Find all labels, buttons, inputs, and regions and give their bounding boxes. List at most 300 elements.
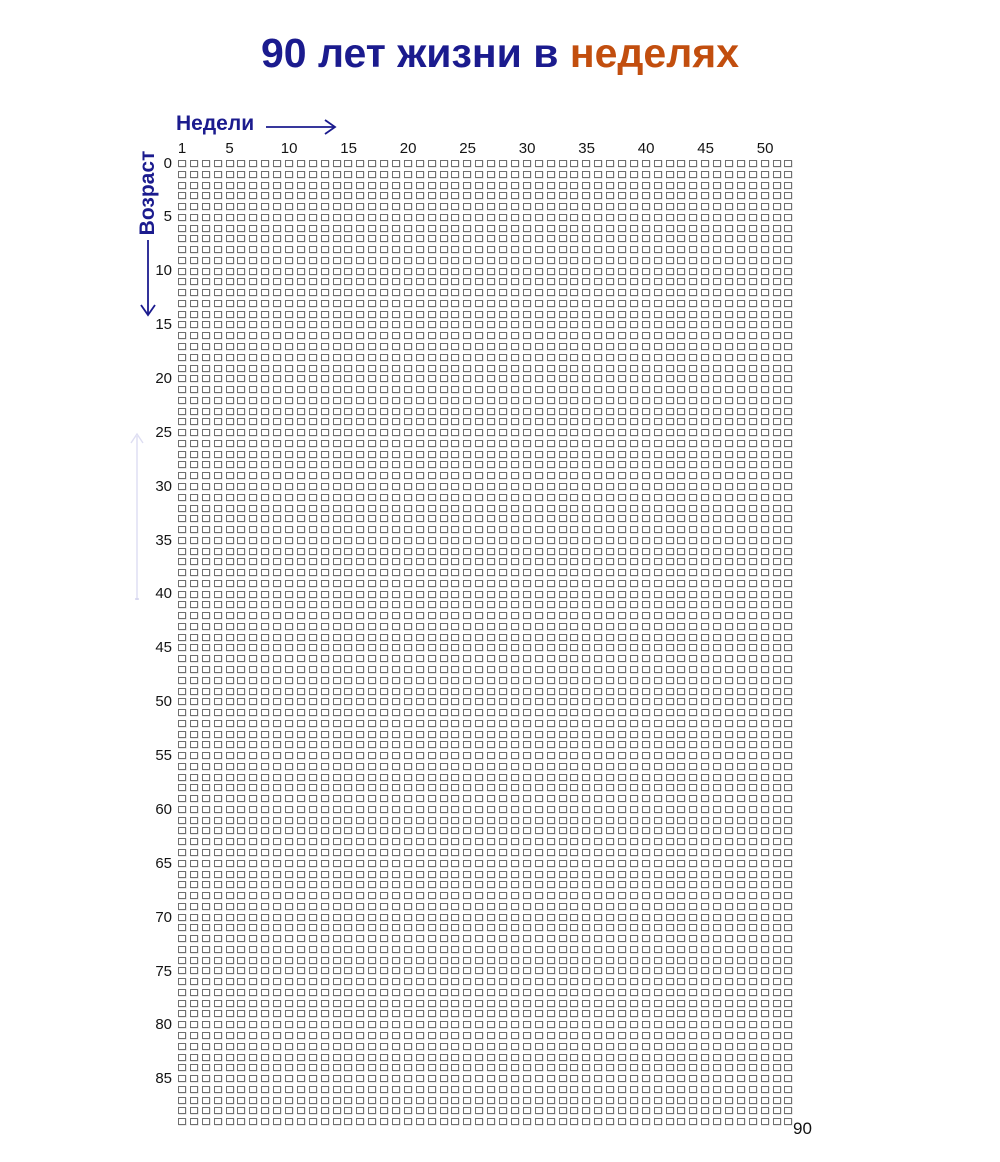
week-cell: [333, 795, 341, 802]
week-cell: [784, 655, 792, 662]
week-cell: [368, 741, 376, 748]
week-cell: [499, 612, 507, 619]
week-cell: [190, 569, 198, 576]
week-cell: [321, 332, 329, 339]
week-cell: [559, 483, 567, 490]
week-cell: [773, 1054, 781, 1061]
week-cell: [606, 655, 614, 662]
week-cell: [594, 720, 602, 727]
week-cell: [523, 1054, 531, 1061]
down-arrow-icon: [139, 238, 157, 322]
week-cell: [428, 1010, 436, 1017]
week-cell: [701, 1086, 709, 1093]
week-cell: [392, 300, 400, 307]
week-cell: [190, 429, 198, 436]
week-cell: [606, 1064, 614, 1071]
week-cell: [273, 817, 281, 824]
week-cell: [666, 354, 674, 361]
week-cell: [356, 225, 364, 232]
week-cell: [547, 515, 555, 522]
week-cell: [226, 311, 234, 318]
week-cell: [499, 989, 507, 996]
week-cell: [618, 1043, 626, 1050]
week-cell: [523, 763, 531, 770]
week-cell: [475, 623, 483, 630]
week-cell: [226, 278, 234, 285]
week-cell: [202, 967, 210, 974]
week-cell: [333, 860, 341, 867]
week-cell: [725, 634, 733, 641]
week-cell: [237, 386, 245, 393]
week-cell: [440, 655, 448, 662]
week-cell: [630, 688, 638, 695]
week-cell: [214, 1043, 222, 1050]
week-cell: [344, 709, 352, 716]
week-cell: [547, 558, 555, 565]
week-cell: [761, 795, 769, 802]
week-cell: [630, 763, 638, 770]
week-cell: [451, 1086, 459, 1093]
week-cell: [249, 827, 257, 834]
week-cell: [547, 429, 555, 436]
week-cell: [404, 214, 412, 221]
week-cell: [570, 914, 578, 921]
week-cell: [713, 1097, 721, 1104]
week-cell: [333, 935, 341, 942]
week-cell: [618, 203, 626, 210]
week-cell: [666, 429, 674, 436]
week-cell: [737, 763, 745, 770]
week-cell: [392, 1118, 400, 1125]
week-cell: [237, 881, 245, 888]
week-cell: [178, 914, 186, 921]
week-cell: [285, 806, 293, 813]
week-cell: [261, 709, 269, 716]
week-cell: [523, 817, 531, 824]
week-cell: [451, 698, 459, 705]
week-cell: [725, 461, 733, 468]
week-cell: [582, 1043, 590, 1050]
week-cell: [416, 849, 424, 856]
week-cell: [487, 375, 495, 382]
week-cell: [689, 688, 697, 695]
week-cell: [570, 365, 578, 372]
week-cell: [226, 214, 234, 221]
week-cell: [178, 806, 186, 813]
week-cell: [428, 1086, 436, 1093]
week-cell: [642, 1075, 650, 1082]
week-cell: [547, 935, 555, 942]
week-cell: [344, 365, 352, 372]
week-cell: [214, 967, 222, 974]
week-cell: [582, 440, 590, 447]
week-cell: [368, 203, 376, 210]
week-cell: [511, 182, 519, 189]
week-cell: [666, 214, 674, 221]
week-cell: [356, 817, 364, 824]
week-cell: [416, 225, 424, 232]
week-cell: [190, 935, 198, 942]
week-cell: [440, 332, 448, 339]
week-cell: [226, 321, 234, 328]
week-cell: [214, 365, 222, 372]
week-cell: [178, 515, 186, 522]
week-cell: [309, 892, 317, 899]
week-cell: [214, 634, 222, 641]
week-cell: [559, 946, 567, 953]
week-cell: [178, 795, 186, 802]
week-cell: [618, 580, 626, 587]
week-cell: [642, 332, 650, 339]
week-cell: [475, 397, 483, 404]
week-cell: [451, 1000, 459, 1007]
week-cell: [487, 741, 495, 748]
week-cell: [761, 677, 769, 684]
week-cell: [666, 300, 674, 307]
week-cell: [202, 408, 210, 415]
week-cell: [475, 365, 483, 372]
week-cell: [392, 655, 400, 662]
week-cell: [333, 203, 341, 210]
week-cell: [392, 698, 400, 705]
week-cell: [451, 483, 459, 490]
week-cell: [630, 418, 638, 425]
week-cell: [226, 817, 234, 824]
week-cell: [190, 1000, 198, 1007]
week-cell: [725, 225, 733, 232]
week-cell: [713, 795, 721, 802]
week-cell: [689, 440, 697, 447]
week-cell: [475, 268, 483, 275]
week-cell: [784, 354, 792, 361]
week-cell: [618, 440, 626, 447]
week-cell: [309, 257, 317, 264]
week-cell: [285, 849, 293, 856]
week-cell: [368, 386, 376, 393]
week-cell: [416, 827, 424, 834]
week-cell: [606, 569, 614, 576]
week-cell: [380, 354, 388, 361]
week-cell: [547, 569, 555, 576]
week-cell: [344, 171, 352, 178]
week-cell: [249, 311, 257, 318]
week-cell: [356, 160, 364, 167]
week-cell: [297, 946, 305, 953]
week-cell: [487, 688, 495, 695]
week-cell: [499, 278, 507, 285]
week-cell: [749, 924, 757, 931]
week-cell: [440, 903, 448, 910]
week-cell: [309, 214, 317, 221]
week-cell: [713, 515, 721, 522]
week-cell: [594, 171, 602, 178]
week-cell: [535, 1010, 543, 1017]
week-cell: [249, 1010, 257, 1017]
week-cell: [321, 214, 329, 221]
week-cell: [392, 418, 400, 425]
week-cell: [416, 1086, 424, 1093]
week-cell: [237, 1021, 245, 1028]
week-cell: [570, 612, 578, 619]
week-cell: [309, 408, 317, 415]
week-cell: [689, 644, 697, 651]
week-cell: [237, 1107, 245, 1114]
week-cell: [380, 548, 388, 555]
week-cell: [499, 784, 507, 791]
week-cell: [761, 1054, 769, 1061]
week-cell: [725, 278, 733, 285]
week-cell: [606, 1086, 614, 1093]
week-cell: [261, 365, 269, 372]
week-cell: [725, 644, 733, 651]
week-cell: [356, 763, 364, 770]
week-cell: [309, 268, 317, 275]
week-cell: [701, 871, 709, 878]
week-cell: [618, 871, 626, 878]
week-cell: [404, 731, 412, 738]
week-cell: [416, 171, 424, 178]
week-cell: [582, 666, 590, 673]
week-cell: [487, 160, 495, 167]
y-tick-60: 60: [155, 800, 172, 818]
week-cell: [380, 634, 388, 641]
week-cell: [344, 903, 352, 910]
week-cell: [428, 634, 436, 641]
week-cell: [523, 203, 531, 210]
week-cell: [618, 214, 626, 221]
week-cell: [570, 268, 578, 275]
week-cell: [368, 860, 376, 867]
week-cell: [606, 483, 614, 490]
week-cell: [666, 601, 674, 608]
week-cell: [237, 1075, 245, 1082]
week-cell: [654, 418, 662, 425]
y-tick-35: 35: [155, 531, 172, 549]
week-cell: [761, 182, 769, 189]
week-cell: [570, 817, 578, 824]
week-cell: [737, 1000, 745, 1007]
week-cell: [380, 612, 388, 619]
week-cell: [451, 386, 459, 393]
week-cell: [190, 849, 198, 856]
week-cell: [178, 1118, 186, 1125]
week-cell: [428, 644, 436, 651]
week-cell: [404, 967, 412, 974]
week-cell: [701, 1021, 709, 1028]
week-cell: [642, 860, 650, 867]
week-cell: [582, 731, 590, 738]
week-cell: [654, 849, 662, 856]
week-cell: [333, 225, 341, 232]
week-cell: [440, 246, 448, 253]
week-cell: [630, 806, 638, 813]
week-cell: [273, 709, 281, 716]
week-cell: [190, 967, 198, 974]
week-cell: [440, 688, 448, 695]
week-cell: [677, 171, 685, 178]
week-cell: [380, 278, 388, 285]
week-cell: [463, 666, 471, 673]
week-cell: [523, 914, 531, 921]
week-cell: [214, 784, 222, 791]
week-cell: [784, 914, 792, 921]
week-cell: [249, 924, 257, 931]
week-cell: [487, 171, 495, 178]
week-cell: [344, 1118, 352, 1125]
week-cell: [761, 343, 769, 350]
week-cell: [237, 558, 245, 565]
week-cell: [285, 989, 293, 996]
week-cell: [701, 989, 709, 996]
week-cell: [713, 397, 721, 404]
week-cell: [475, 311, 483, 318]
week-cell: [344, 720, 352, 727]
week-cell: [380, 1054, 388, 1061]
week-cell: [689, 655, 697, 662]
week-cell: [237, 1043, 245, 1050]
week-cell: [642, 225, 650, 232]
week-cell: [523, 601, 531, 608]
week-cell: [677, 591, 685, 598]
week-cell: [273, 418, 281, 425]
week-cell: [404, 171, 412, 178]
week-cell: [309, 321, 317, 328]
week-cell: [273, 795, 281, 802]
week-cell: [190, 160, 198, 167]
week-cell: [451, 924, 459, 931]
week-cell: [392, 257, 400, 264]
week-cell: [784, 741, 792, 748]
week-cell: [321, 698, 329, 705]
week-cell: [535, 580, 543, 587]
week-cell: [333, 440, 341, 447]
week-cell: [333, 924, 341, 931]
week-cell: [689, 763, 697, 770]
week-cell: [380, 483, 388, 490]
week-cell: [606, 505, 614, 512]
week-cell: [618, 1086, 626, 1093]
week-cell: [404, 192, 412, 199]
week-cell: [784, 623, 792, 630]
week-cell: [559, 741, 567, 748]
week-cell: [404, 182, 412, 189]
week-cell: [559, 677, 567, 684]
week-cell: [749, 720, 757, 727]
week-cell: [642, 494, 650, 501]
week-cell: [392, 408, 400, 415]
week-cell: [547, 1107, 555, 1114]
week-cell: [321, 171, 329, 178]
week-cell: [570, 321, 578, 328]
week-cell: [356, 365, 364, 372]
week-cell: [784, 935, 792, 942]
week-cell: [380, 472, 388, 479]
week-cell: [570, 580, 578, 587]
week-cell: [249, 1000, 257, 1007]
week-cell: [582, 881, 590, 888]
week-cell: [773, 386, 781, 393]
week-cell: [428, 698, 436, 705]
week-cell: [368, 763, 376, 770]
week-cell: [451, 375, 459, 382]
week-cell: [451, 752, 459, 759]
week-cell: [356, 827, 364, 834]
week-cell: [321, 192, 329, 199]
week-cell: [333, 257, 341, 264]
week-cell: [666, 569, 674, 576]
week-cell: [321, 914, 329, 921]
week-cell: [237, 408, 245, 415]
week-cell: [321, 289, 329, 296]
week-cell: [570, 483, 578, 490]
week-cell: [535, 365, 543, 372]
week-cell: [237, 709, 245, 716]
week-cell: [440, 957, 448, 964]
week-cell: [511, 451, 519, 458]
week-cell: [784, 967, 792, 974]
week-cell: [416, 472, 424, 479]
week-cell: [190, 924, 198, 931]
week-cell: [559, 914, 567, 921]
week-cell: [404, 429, 412, 436]
week-cell: [190, 892, 198, 899]
week-cell: [404, 989, 412, 996]
week-cell: [713, 440, 721, 447]
week-cell: [368, 311, 376, 318]
week-cell: [237, 483, 245, 490]
week-cell: [773, 957, 781, 964]
week-cell: [226, 580, 234, 587]
week-cell: [178, 214, 186, 221]
week-cell: [666, 1107, 674, 1114]
week-cell: [701, 806, 709, 813]
week-cell: [190, 903, 198, 910]
week-cell: [261, 354, 269, 361]
week-cell: [749, 709, 757, 716]
week-cell: [428, 494, 436, 501]
week-cell: [701, 946, 709, 953]
week-cell: [404, 343, 412, 350]
week-cell: [511, 332, 519, 339]
week-cell: [773, 1107, 781, 1114]
week-cell: [547, 903, 555, 910]
week-cell: [297, 601, 305, 608]
week-cell: [309, 849, 317, 856]
week-cell: [487, 1075, 495, 1082]
week-cell: [333, 806, 341, 813]
week-cell: [451, 160, 459, 167]
week-cell: [380, 1086, 388, 1093]
week-cell: [594, 1086, 602, 1093]
week-cell: [202, 160, 210, 167]
week-cell: [416, 1118, 424, 1125]
week-cell: [416, 989, 424, 996]
week-cell: [261, 978, 269, 985]
week-cell: [368, 1097, 376, 1104]
week-cell: [582, 343, 590, 350]
week-cell: [249, 795, 257, 802]
week-cell: [784, 558, 792, 565]
week-cell: [451, 192, 459, 199]
week-cell: [725, 397, 733, 404]
week-cell: [273, 558, 281, 565]
week-cell: [475, 752, 483, 759]
week-cell: [285, 763, 293, 770]
week-cell: [737, 214, 745, 221]
week-cell: [451, 461, 459, 468]
week-cell: [249, 677, 257, 684]
week-cell: [344, 375, 352, 382]
